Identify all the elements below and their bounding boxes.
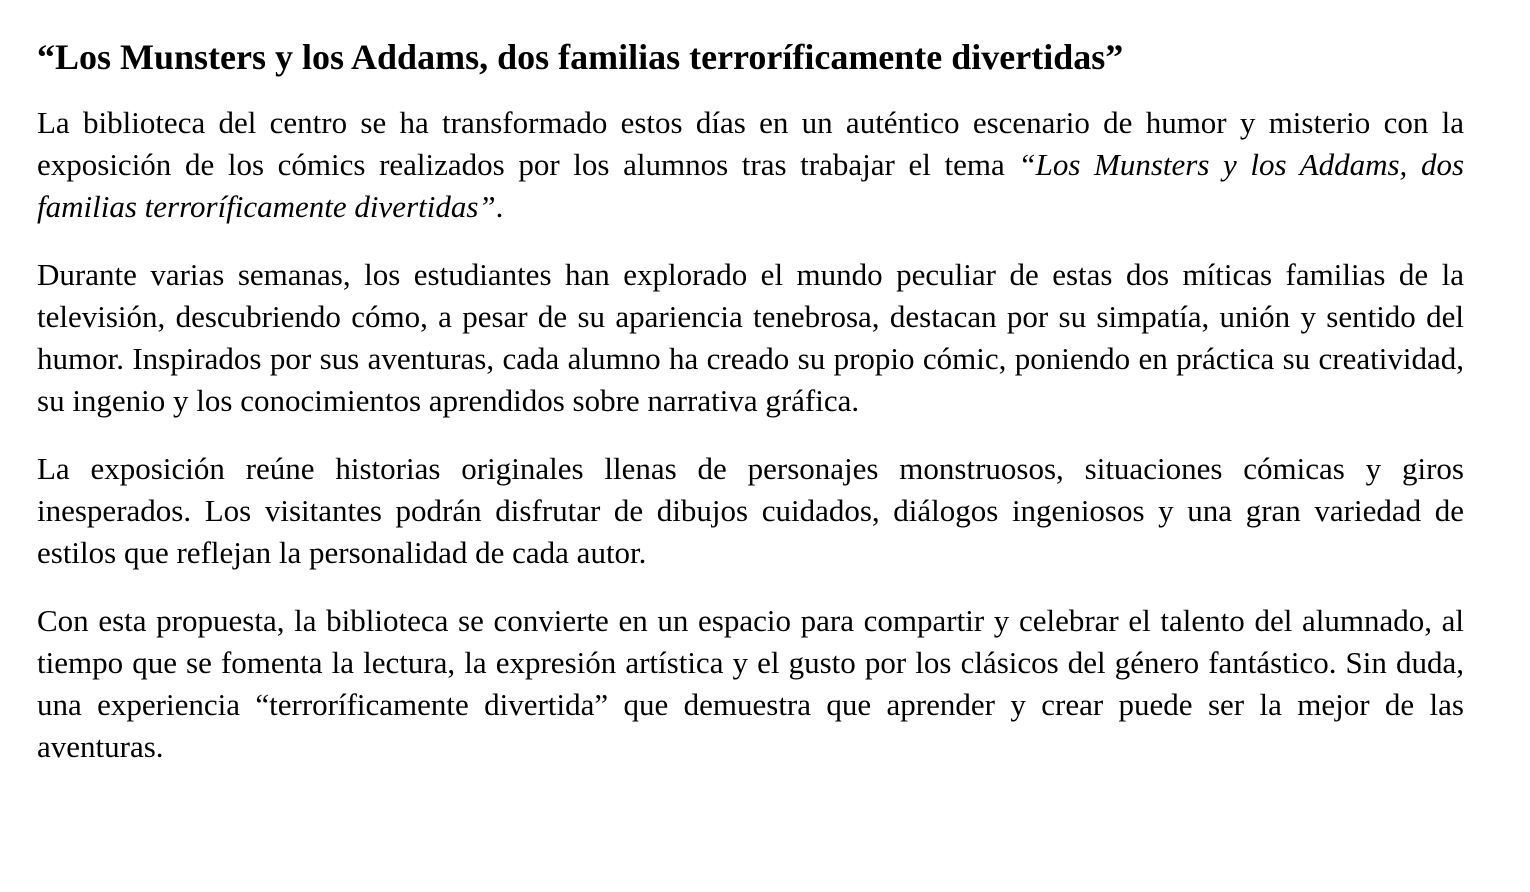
paragraph-exhibition: La exposición reúne historias originales llenas de personajes monstruosos, situaciones cómicas y giros inesperados. Los visitantes podrán disfrutar de dibujos cuidados, diálogos ingeniosos y una gran variedad de estilos que reflejan la personalidad de cada autor.: [37, 451, 1464, 570]
paragraph-intro-italic-title: “Los Munsters y los Addams, dos familias terroríficamente divertidas”: [37, 147, 1465, 224]
document-title: “Los Munsters y los Addams, dos familias terroríficamente divertidas”: [37, 37, 1124, 77]
document-page: [37, 34, 1464, 794]
paragraph-conclusion: Con esta propuesta, la biblioteca se convierte en un espacio para compartir y celebrar el talento del alumnado, al tiempo que se fomenta la lectura, la expresión artística y el gusto por los clásicos del género fantástico. Sin duda, una experiencia “terroríficamente divertida” que demuestra que aprender y crear puede ser la mejor de las aventuras.: [37, 603, 1464, 764]
paragraph-intro-text: La biblioteca del centro se ha transformado estos días en un auténtico escenario de humor y misterio con la exposición de los cómics realizados por los alumnos tras trabajar el tema: [37, 105, 1464, 182]
paragraph-exploration: Durante varias semanas, los estudiantes han explorado el mundo peculiar de estas dos míticas familias de la televisión, descubriendo cómo, a pesar de su apariencia tenebrosa, destacan por su simpatía, unión y sentido del humor. Inspirados por sus aventuras, cada alumno ha creado su propio cómic, poniendo en práctica su creatividad, su ingenio y los conocimientos aprendidos sobre narrativa gráfica.: [37, 257, 1464, 418]
paragraph-intro: [37, 102, 1464, 228]
paragraph-intro-end: .: [495, 189, 504, 224]
